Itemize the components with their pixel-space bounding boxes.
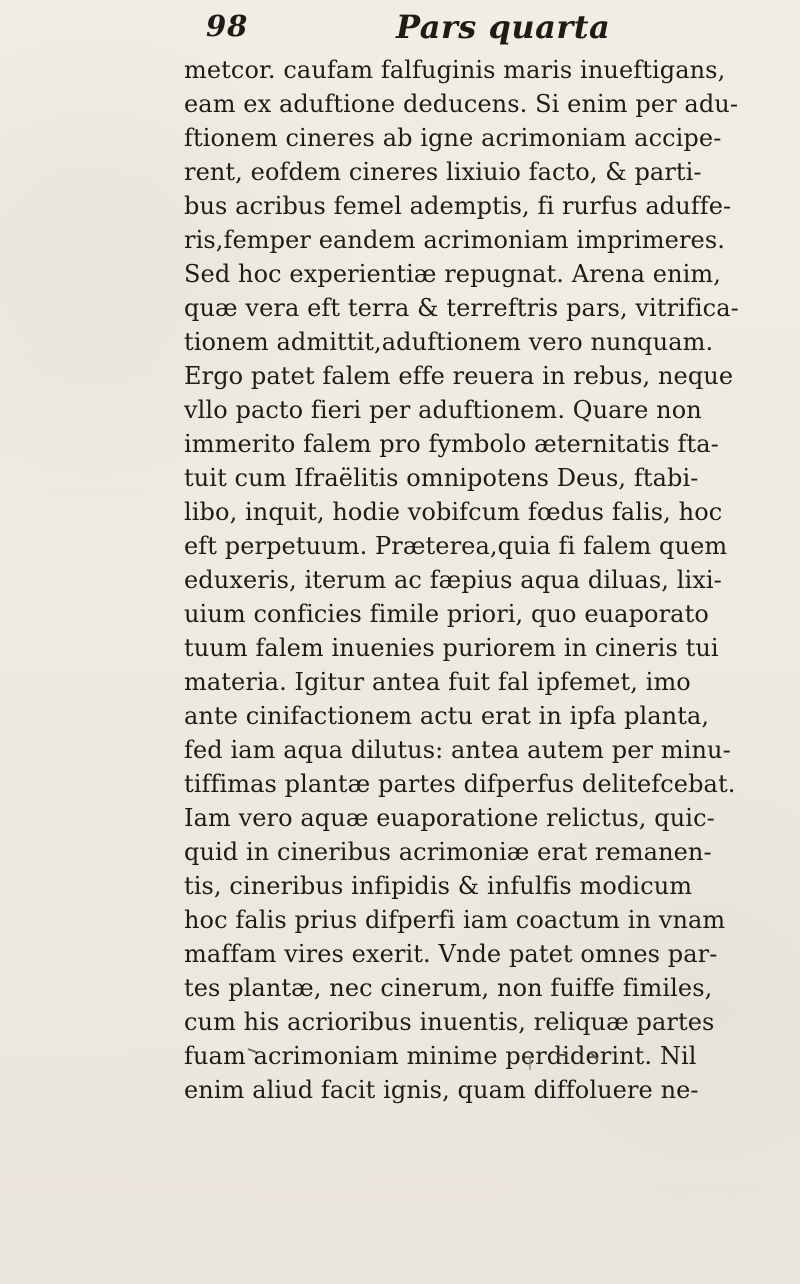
text-line-29: cum his acrioribus inuentis, reliquæ partes [184, 1008, 715, 1036]
text-line-27: maffam vires exerit. Vnde patet omnes par- [184, 940, 718, 968]
text-line-24: quid in cineribus acrimoniæ erat remanen- [184, 838, 712, 866]
text-line-22: tiffimas plantæ partes difperfus delitefcebat. [184, 770, 736, 798]
text-line-7: Sed hoc experientiæ repugnat. Arena enim, [184, 260, 721, 288]
text-line-30: fuam acrimoniam minime perdiderint. Nil [184, 1042, 697, 1070]
text-line-2: eam ex aduftione deducens. Si enim per adu- [184, 90, 739, 118]
text-line-19: materia. Igitur antea fuit fal ipfemet, imo [184, 668, 691, 696]
text-line-15: eft perpetuum. Præterea,quia fi falem quem [184, 532, 728, 560]
page-header [206, 8, 686, 46]
page-number: 98 [206, 9, 249, 43]
text-line-18: tuum falem inuenies puriorem in cineris tui [184, 634, 719, 662]
text-line-10: Ergo patet falem effe reuera in rebus, neque [184, 362, 734, 390]
running-head: Pars quarta [396, 8, 611, 46]
text-line-23: Iam vero aquæ euaporatione relictus, quic- [184, 804, 715, 832]
text-line-11: vllo pacto fieri per aduftionem. Quare non [184, 396, 702, 424]
text-line-20: ante cinifactionem actu erat in ipfa planta, [184, 702, 710, 730]
text-line-3: ftionem cineres ab igne acrimoniam accipe- [184, 124, 722, 152]
text-line-16: eduxeris, iterum ac fæpius aqua diluas, lixi- [184, 566, 722, 594]
text-line-21: fed iam aqua dilutus: antea autem per minu- [184, 736, 731, 764]
text-line-31: enim aliud facit ignis, quam diffoluere ne- [184, 1076, 699, 1104]
text-line-9: tionem admittit,aduftionem vero nunquam. [184, 328, 714, 356]
text-line-8: quæ vera eft terra & terreftris pars, vitrifica- [184, 294, 739, 322]
text-line-13: tuit cum Ifraëlitis omnipotens Deus, ftabi- [184, 464, 699, 492]
text-line-25: tis, cineribus infipidis & infulfis modicum [184, 872, 693, 900]
text-line-17: uium conficies fimile priori, quo euaporato [184, 600, 709, 628]
text-line-4: rent, eofdem cineres lixiuio facto, & parti- [184, 158, 702, 186]
body-text [184, 53, 774, 1107]
text-line-5: bus acribus femel ademptis, fi rurfus aduffe- [184, 192, 732, 220]
text-line-1: metcor. caufam falfuginis maris inueftigans, [184, 56, 726, 84]
text-line-12: immerito falem pro fymbolo æternitatis fta- [184, 430, 719, 458]
text-line-6: ris,femper eandem acrimoniam imprimeres. [184, 226, 725, 254]
text-line-14: libo, inquit, hodie vobifcum fœdus falis, hoc [184, 498, 723, 526]
text-line-28: tes plantæ, nec cinerum, non fuiffe fimiles, [184, 974, 713, 1002]
text-line-26: hoc falis prius difperfi iam coactum in vnam [184, 906, 726, 934]
